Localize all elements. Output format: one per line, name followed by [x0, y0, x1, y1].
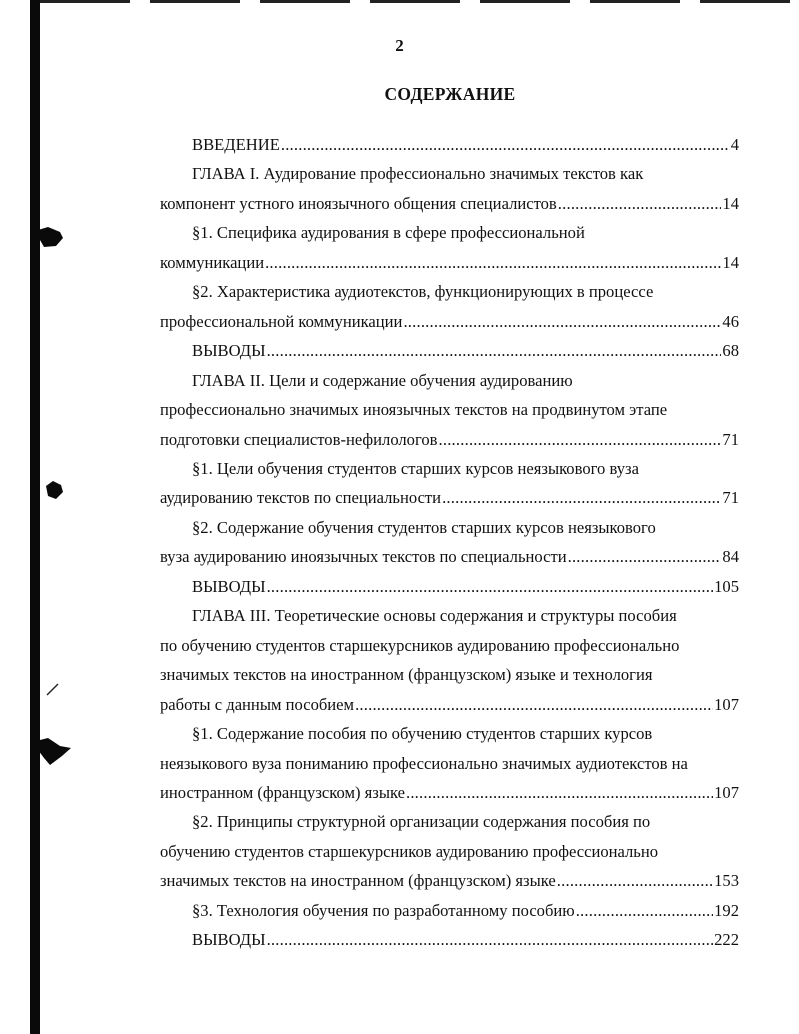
dot-leader: [403, 307, 721, 336]
toc-entry: [160, 513, 739, 572]
table-of-contents: [160, 130, 739, 955]
dot-leader: [265, 248, 721, 277]
toc-page-number: 192: [714, 900, 739, 920]
toc-entry-text: профессиональной коммуникации: [160, 311, 403, 331]
ink-mark: [46, 682, 60, 696]
toc-page-number: 4: [730, 135, 739, 154]
ink-blot: [36, 738, 72, 766]
toc-page-number: 46: [722, 311, 739, 331]
toc-entry-text: ВЫВОДЫ: [192, 341, 266, 361]
toc-entry-text: ГЛАВА II. Цели и содержание обучения аудированию: [192, 370, 573, 390]
dot-leader: [557, 866, 713, 895]
toc-entry: [160, 896, 739, 925]
toc-entry-text: компонент устного иноязычного общения специалистов: [160, 193, 557, 213]
toc-entry-text: §3. Технология обучения по разработанному пособию: [192, 900, 575, 920]
toc-entry: [160, 601, 739, 719]
toc-entry-text: иностранном (французском) языке: [160, 782, 405, 802]
toc-page-number: 84: [722, 547, 739, 567]
toc-entry: [160, 277, 739, 336]
toc-entry-text: ВЫВОДЫ: [192, 930, 266, 950]
dot-leader: [406, 778, 713, 807]
toc-entry-text: неязыкового вуза пониманию профессионально значимых аудиотекстов на: [160, 753, 688, 773]
toc-entry-text: ГЛАВА I. Аудирование профессионально значимых текстов как: [192, 164, 644, 184]
toc-entry-text: по обучению студентов старшекурсников аудированию профессионально: [160, 635, 680, 655]
dot-leader: [355, 690, 713, 719]
scan-top-rule: [40, 0, 799, 3]
toc-entry-text: §1. Специфика аудирования в сфере профессиональной: [192, 223, 585, 243]
toc-entry-text: профессионально значимых иноязычных текстов на продвинутом этапе: [160, 400, 668, 420]
toc-entry-text: значимых текстов на иностранном (французском) языке: [160, 871, 556, 891]
scan-edge-bar: [30, 0, 40, 1034]
dot-leader: [267, 336, 722, 365]
ink-blot: [44, 480, 64, 500]
page-title: СОДЕРЖАНИЕ: [384, 84, 516, 104]
page-number: 2: [395, 36, 404, 55]
toc-entry: [160, 336, 739, 365]
toc-entry-text: значимых текстов на иностранном (французском) языке и технология: [160, 665, 653, 685]
toc-entry: [160, 572, 739, 601]
toc-page-number: 222: [714, 930, 739, 950]
toc-entry: [160, 719, 739, 807]
toc-entry: [160, 130, 739, 159]
dot-leader: [267, 925, 714, 954]
toc-entry-text: ВЫВОДЫ: [192, 576, 266, 596]
dot-leader: [576, 896, 713, 925]
toc-entry: [160, 366, 739, 454]
dot-leader: [558, 189, 722, 218]
toc-entry-text: подготовки специалистов-нефилологов: [160, 429, 438, 449]
dot-leader: [281, 130, 730, 159]
toc-page-number: 107: [714, 782, 739, 802]
toc-entry-text: §1. Содержание пособия по обучению студентов старших курсов: [192, 724, 653, 744]
toc-entry: [160, 454, 739, 513]
ink-blot: [38, 226, 64, 248]
toc-page-number: 71: [722, 429, 739, 449]
toc-entry: [160, 218, 739, 277]
toc-page-number: 14: [722, 252, 739, 272]
dot-leader: [267, 572, 714, 601]
toc-entry-text: вуза аудированию иноязычных текстов по специальности: [160, 547, 567, 567]
toc-entry: [160, 807, 739, 895]
dot-leader: [568, 542, 722, 571]
toc-entry-text: коммуникации: [160, 252, 265, 272]
dot-leader: [442, 483, 721, 512]
toc-entry-text: §2. Принципы структурной организации содержания пособия по: [192, 812, 651, 832]
toc-page-number: 14: [722, 193, 739, 213]
toc-page-number: 153: [714, 871, 739, 891]
toc-entry: [160, 925, 739, 954]
toc-entry-text: ВВЕДЕНИЕ: [192, 135, 280, 154]
toc-entry-text: §2. Характеристика аудиотекстов, функционирующих в процессе: [192, 282, 654, 302]
toc-page-number: 107: [714, 694, 739, 714]
toc-entry-text: аудированию текстов по специальности: [160, 488, 442, 508]
toc-entry-text: §1. Цели обучения студентов старших курсов неязыкового вуза: [192, 458, 639, 478]
toc-entry: [160, 159, 739, 218]
toc-page-number: 71: [722, 488, 739, 508]
toc-page-number: 68: [722, 341, 739, 361]
dot-leader: [439, 425, 722, 454]
toc-entry-text: работы с данным пособием: [160, 694, 355, 714]
toc-entry-text: обучению студентов старшекурсников аудированию профессионально: [160, 841, 659, 861]
toc-entry-text: ГЛАВА III. Теоретические основы содержания и структуры пособия: [192, 606, 677, 626]
toc-entry-text: §2. Содержание обучения студентов старших курсов неязыкового: [192, 517, 656, 537]
toc-page-number: 105: [714, 576, 739, 596]
